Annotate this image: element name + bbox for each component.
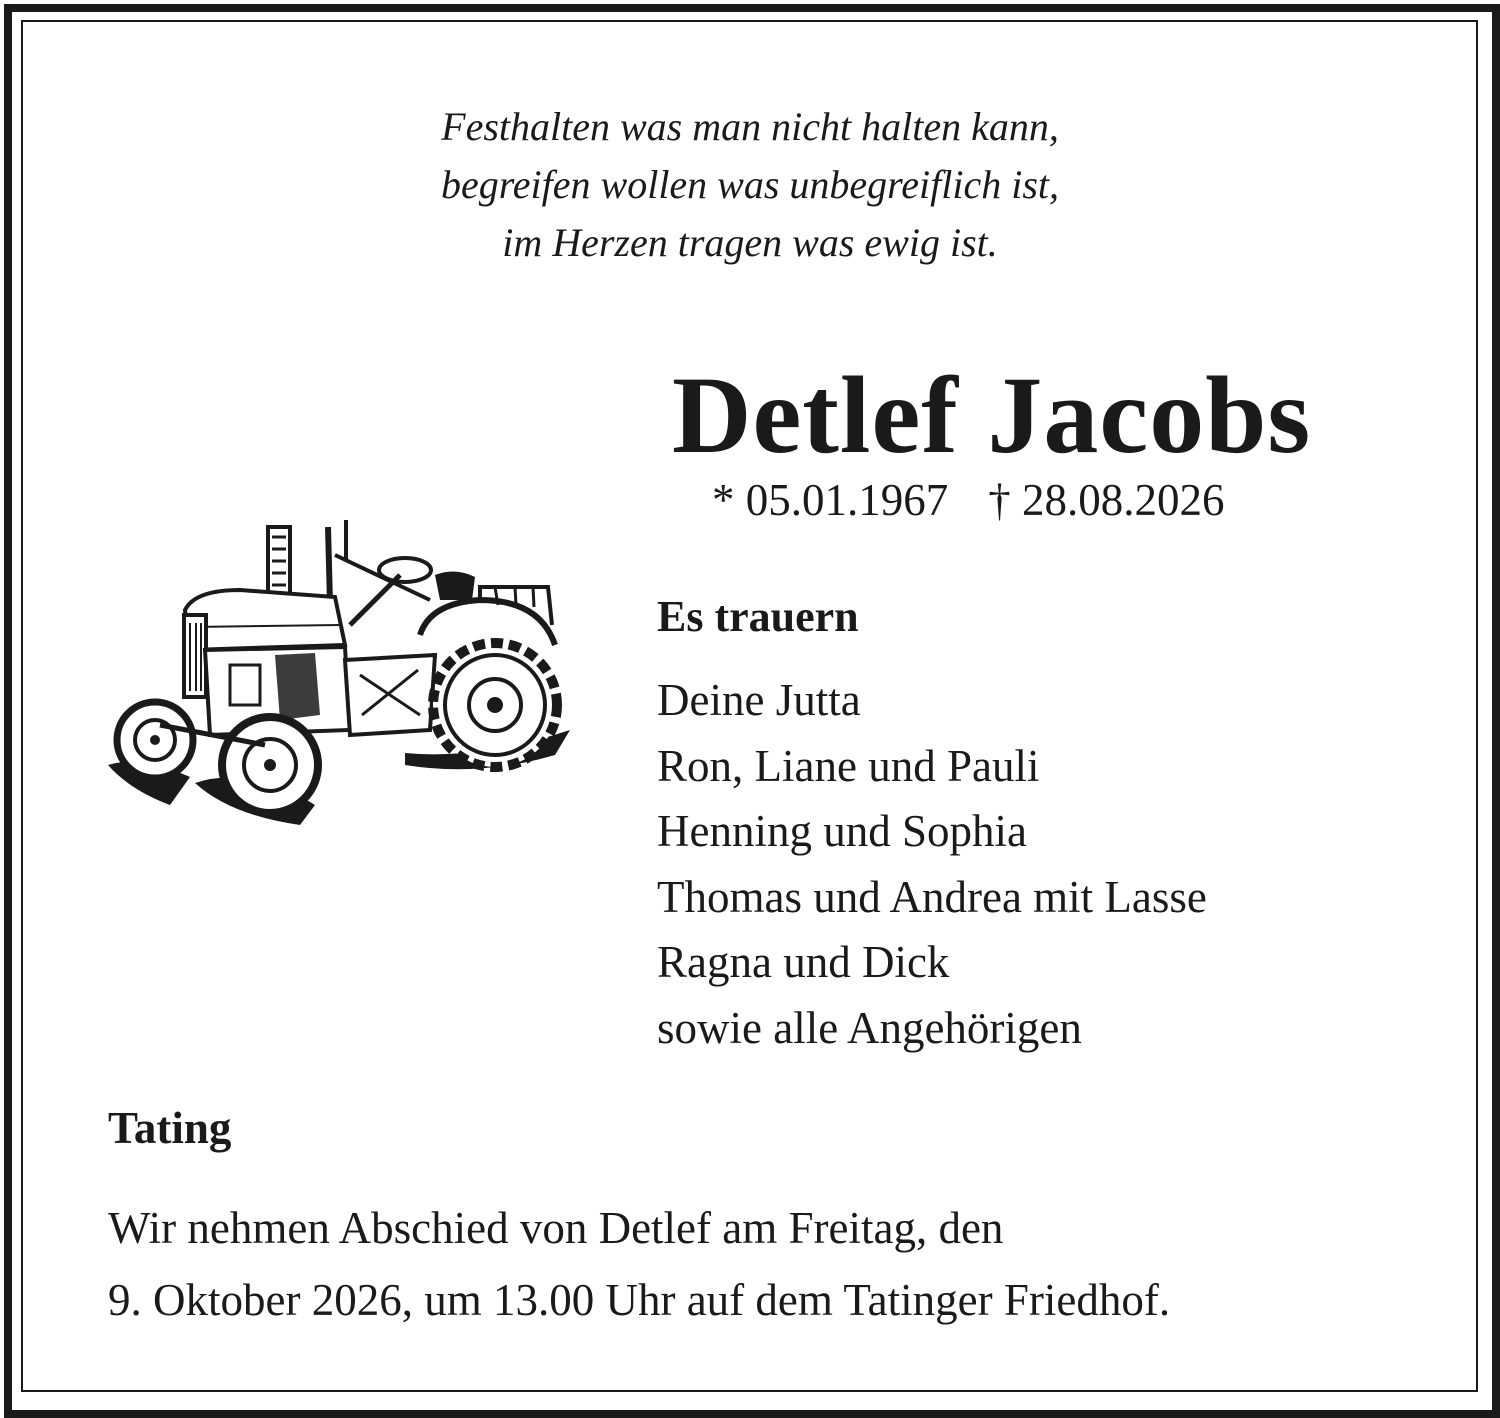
list-item: sowie alle Angehörigen	[657, 1002, 1082, 1053]
poem	[0, 98, 1500, 272]
deceased-name: Detlef Jacobs	[672, 354, 1312, 476]
funeral-notice-line: 9. Oktober 2026, um 13.00 Uhr auf dem Tatinger Friedhof.	[108, 1275, 1171, 1325]
birth-date: * 05.01.1967	[712, 475, 949, 525]
place-name: Tating	[108, 1103, 232, 1153]
poem-line: im Herzen tragen was ewig ist.	[502, 220, 998, 265]
poem-line: Festhalten was man nicht halten kann,	[441, 104, 1059, 149]
tractor-icon	[100, 515, 580, 835]
death-date: † 28.08.2026	[988, 475, 1225, 525]
list-item: Henning und Sophia	[657, 806, 1027, 856]
poem-line: begreifen wollen was unbegreiflich ist,	[440, 162, 1060, 207]
funeral-notice-line: Wir nehmen Abschied von Detlef am Freitag, den	[108, 1203, 1004, 1253]
list-item: Ron, Liane und Pauli	[657, 740, 1040, 791]
funeral-notice	[108, 1192, 1170, 1336]
list-item: Thomas und Andrea mit Lasse	[657, 871, 1207, 922]
list-item: Deine Jutta	[657, 675, 861, 725]
list-item: Ragna und Dick	[657, 937, 950, 987]
life-dates	[712, 470, 1225, 530]
mourners-heading: Es trauern	[657, 592, 859, 641]
mourners-list	[657, 668, 1207, 1061]
